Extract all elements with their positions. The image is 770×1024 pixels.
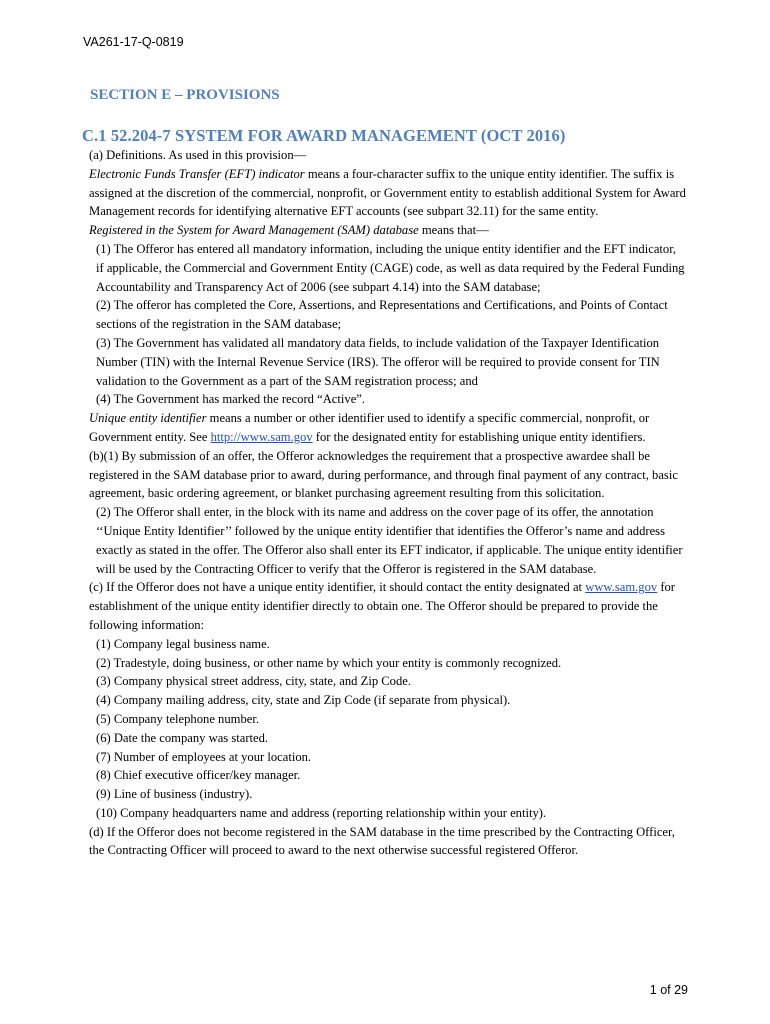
document-id: VA261-17-Q-0819 bbox=[83, 35, 184, 49]
list-item: (10) Company headquarters name and address (reporting relationship within your entity). bbox=[96, 805, 547, 820]
definition-eft bbox=[82, 165, 686, 221]
list-item: (3) Company physical street address, city, state, and Zip Code. bbox=[96, 674, 411, 689]
definition-uei-text-end: for the designated entity for establishing unique entity identifiers. bbox=[312, 429, 646, 444]
paragraph-b1: (b)(1) By submission of an offer, the Offeror acknowledges the requirement that a prospective awardee shall be registered in the SAM database prior to award, during performance, and through final payment of any contract, basic agreement, basic ordering agreement, or blanket purchasing agreement resulting from this solicitation. bbox=[89, 448, 678, 501]
page-number: 1 of 29 bbox=[649, 983, 688, 997]
term-eft: Electronic Funds Transfer (EFT) indicator bbox=[89, 166, 305, 181]
list-item: (7) Number of employees at your location. bbox=[96, 749, 312, 764]
sam-gov-link-2[interactable]: www.sam.gov bbox=[585, 580, 658, 595]
paragraph-a: (a) Definitions. As used in this provision— bbox=[89, 148, 307, 162]
paragraph-c bbox=[82, 578, 686, 634]
paragraph-c-text-end: for establishment of the unique entity identifier directly to obtain one. The Offeror should be prepared to provide the following information: bbox=[89, 580, 676, 632]
list-item: (3) The Government has validated all mandatory data fields, to include validation of the Taxpayer Identification Number (TIN) with the Internal Revenue Service (IRS). The offeror will be required to provide consent for TIN validation to the Government as a part of the SAM registration process; and bbox=[96, 335, 660, 388]
sam-gov-link[interactable]: http://www.sam.gov bbox=[210, 429, 313, 444]
list-item: (1) Company legal business name. bbox=[96, 636, 270, 651]
list-item: (4) The Government has marked the record “Active”. bbox=[96, 392, 366, 407]
definition-uei-text: means a number or other identifier used to identify a specific commercial, nonprofit, or Government entity. See bbox=[89, 411, 650, 444]
list-item: (2) Tradestyle, doing business, or other name by which your entity is commonly recognized. bbox=[96, 655, 562, 670]
term-sam: Registered in the System for Award Management (SAM) database bbox=[89, 223, 419, 238]
clause-title: C.1 52.204-7 SYSTEM FOR AWARD MANAGEMENT (OCT 2016) bbox=[82, 126, 566, 145]
list-item: (2) The offeror has completed the Core, Assertions, and Representations and Certifications, and Points of Contact sections of the registration in the SAM database; bbox=[96, 298, 668, 332]
list-item: (4) Company mailing address, city, state and Zip Code (if separate from physical). bbox=[96, 693, 511, 708]
list-item: (9) Line of business (industry). bbox=[96, 787, 253, 802]
definition-sam bbox=[82, 221, 686, 240]
definition-uei bbox=[82, 409, 686, 447]
term-uei: Unique entity identifier bbox=[89, 411, 207, 426]
list-item: (5) Company telephone number. bbox=[96, 711, 259, 726]
paragraph-b2: (2) The Offeror shall enter, in the block with its name and address on the cover page of its offer, the annotation ‘‘Unique Entity Identifier’’ followed by the unique entity identifier that identifies the Offeror’s name and address exactly as stated in the offer. The Offeror also shall enter its EFT indicator, if applicable. The unique entity identifier will be used by the Contracting Officer to verify that the Offeror is registered in the SAM database. bbox=[96, 505, 683, 576]
list-item: (1) The Offeror has entered all mandatory information, including the unique entity identifier and the EFT indicator, if applicable, the Commercial and Government Entity (CAGE) code, as well as data required by the Federal Funding Accountability and Transparency Act of 2006 (see subpart 4.14) into the SAM database; bbox=[96, 241, 685, 294]
clause-body bbox=[82, 146, 686, 860]
list-item: (8) Chief executive officer/key manager. bbox=[96, 768, 301, 783]
paragraph-c-text: (c) If the Offeror does not have a unique entity identifier, it should contact the entity designated at bbox=[89, 580, 586, 595]
section-title: SECTION E – PROVISIONS bbox=[90, 87, 280, 103]
definition-eft-text: means a four-character suffix to the unique entity identifier. The suffix is assigned at the discretion of the commercial, nonprofit, or Government entity to establish additional System for Award Management records for identifying alternative EFT accounts (see subpart 32.11) for the same entity. bbox=[89, 166, 686, 219]
list-item: (6) Date the company was started. bbox=[96, 730, 269, 745]
definition-sam-text: means that— bbox=[418, 223, 489, 238]
paragraph-d: (d) If the Offeror does not become registered in the SAM database in the time prescribed by the Contracting Officer, the Contracting Officer will proceed to award to the next otherwise successful registered Offeror. bbox=[89, 824, 675, 858]
